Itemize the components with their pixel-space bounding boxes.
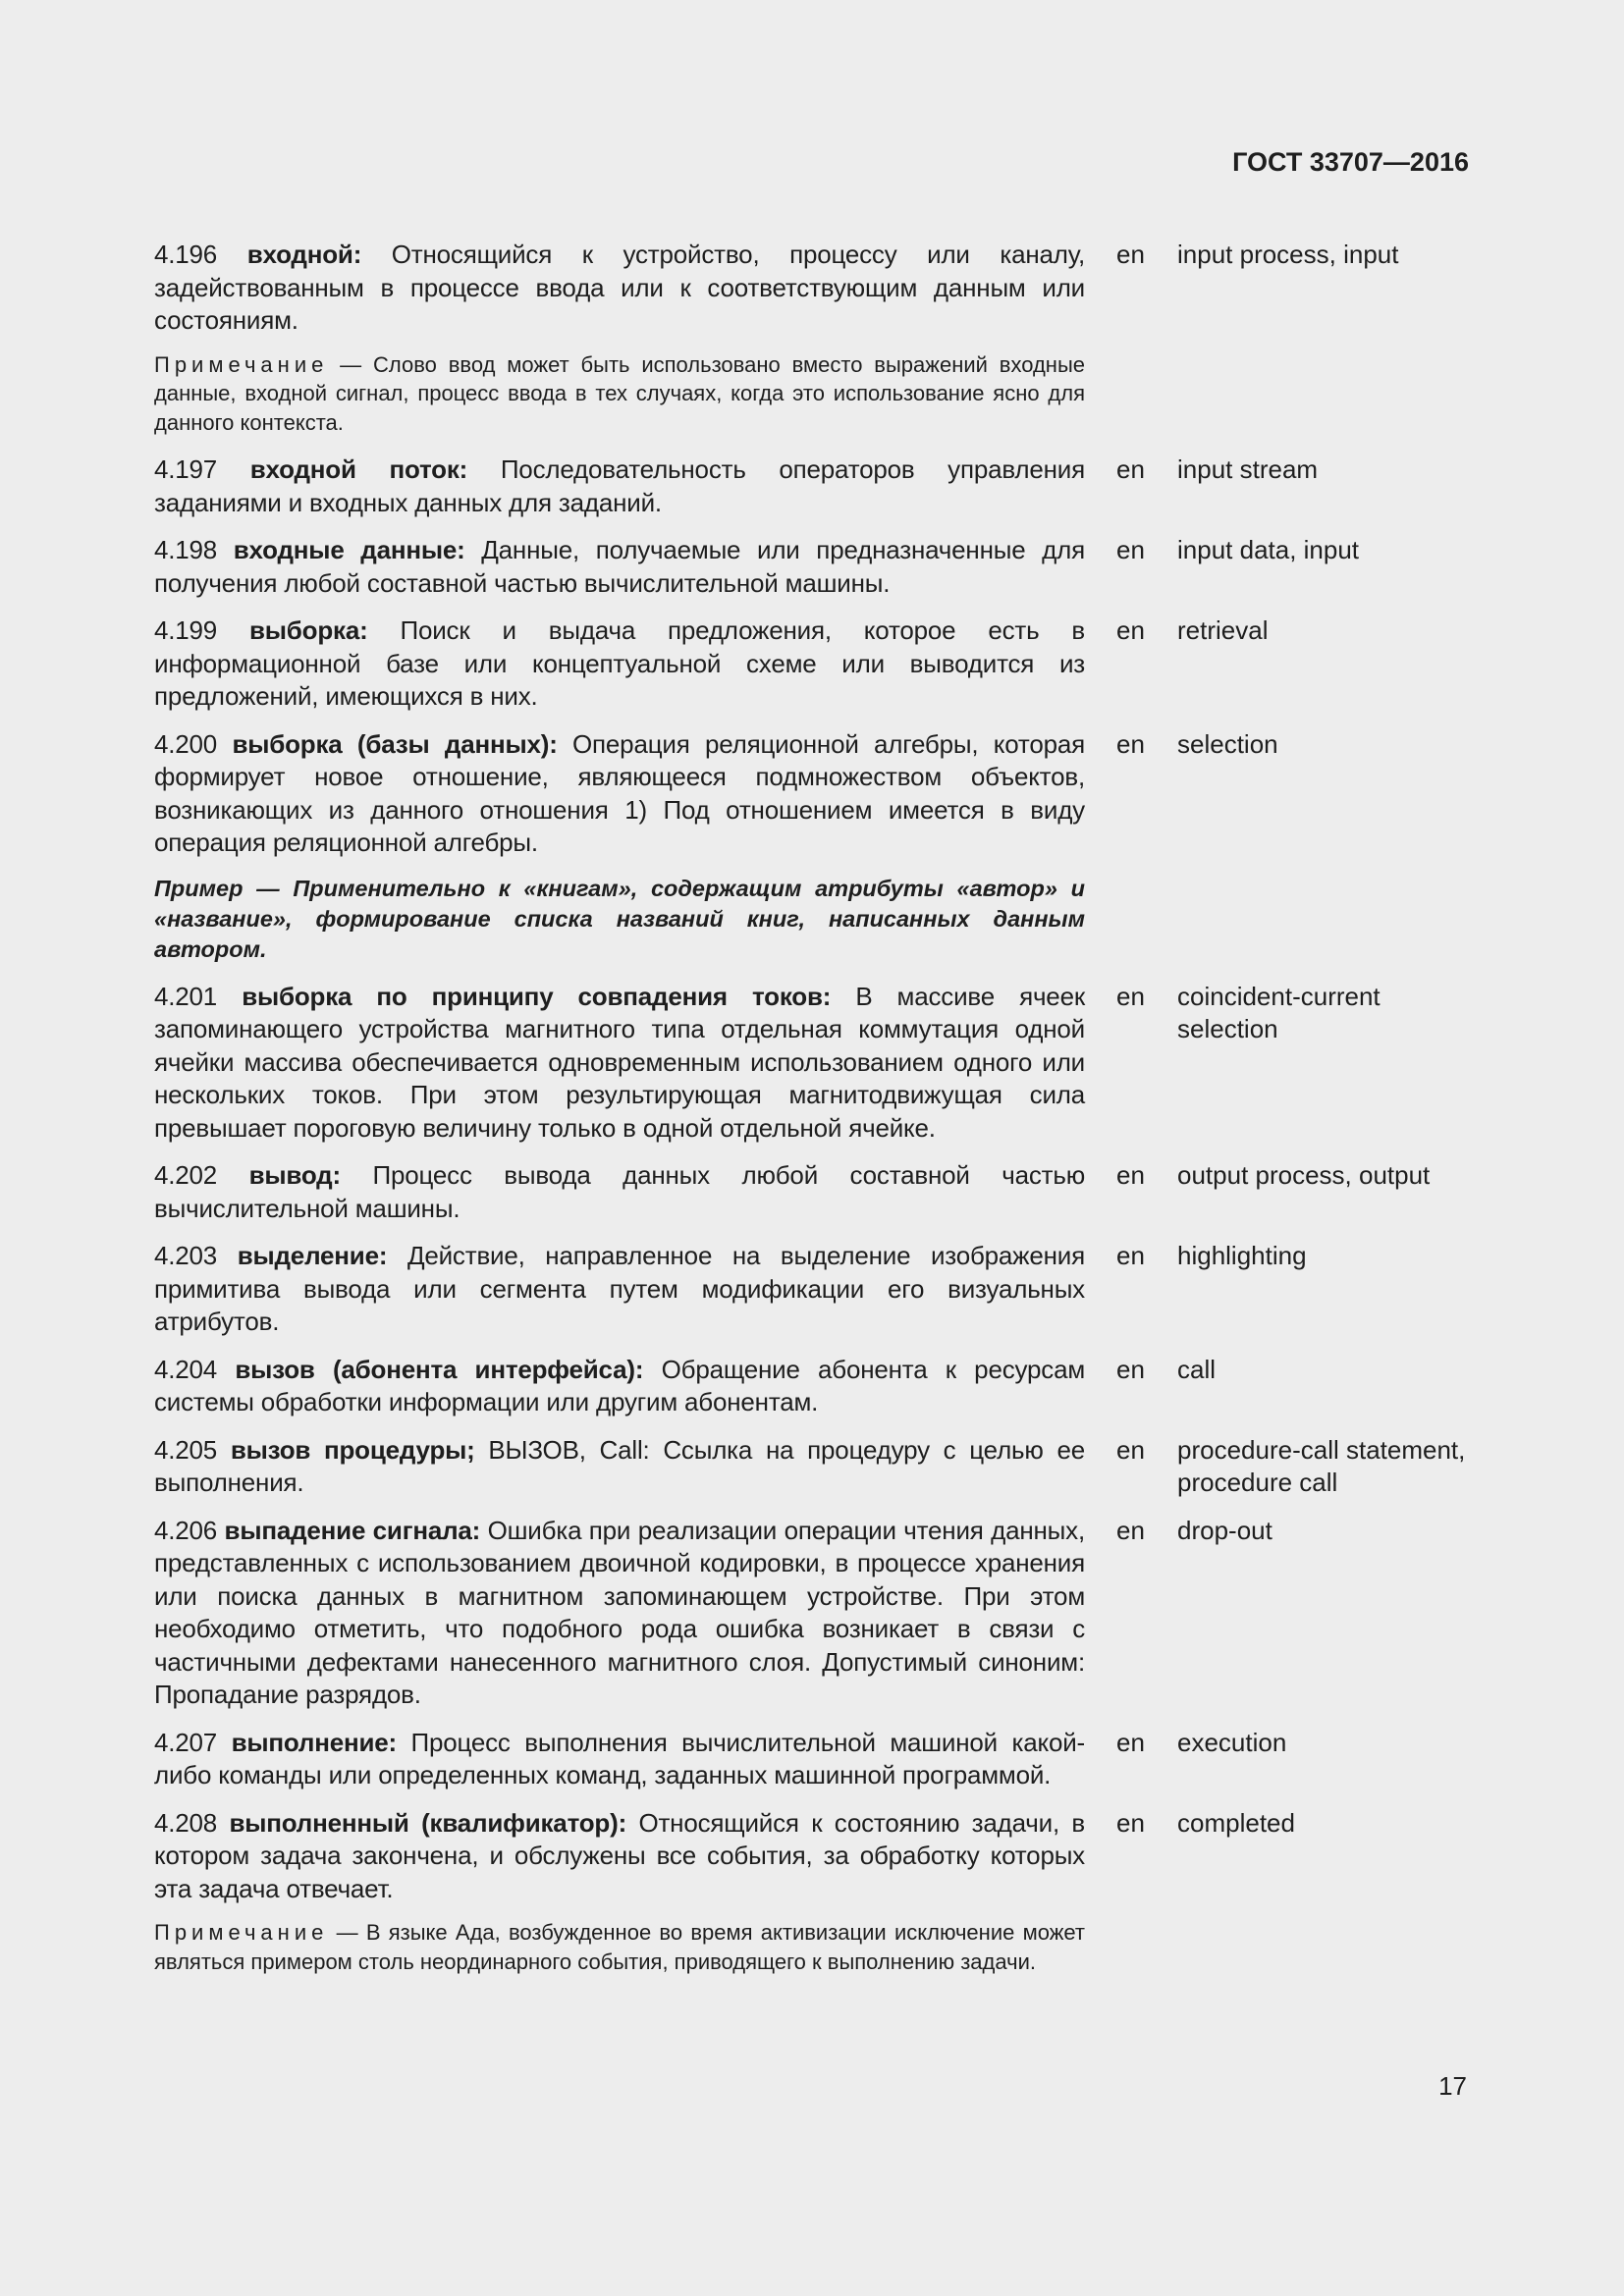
glossary-entry <box>154 1354 1480 1419</box>
english-term: input process, input <box>1177 240 1399 269</box>
entry-number: 4.208 <box>154 1807 218 1838</box>
entry-definition <box>154 728 1085 860</box>
entry-definition <box>154 1807 1085 1906</box>
entry-term: выборка: <box>249 615 368 645</box>
lang-code: en <box>1116 535 1145 564</box>
lang-code: en <box>1116 454 1145 484</box>
entry-definition <box>154 454 1085 519</box>
lang-code: en <box>1116 1727 1145 1757</box>
entry-text: Операция реляционной алгебры, которая формирует новое отношение, являющееся подмножеством объектов, возникающих из данного отношения 1) Под отношением имеется в виду операция реляционной алгебры. <box>154 728 1085 857</box>
entry-text: Данные, получаемые или предназначенные для получения любой составной частью вычислительной машины. <box>154 535 1085 598</box>
entry-definition <box>154 1434 1085 1500</box>
entry-definition <box>154 1159 1085 1225</box>
entry-number: 4.200 <box>154 728 218 759</box>
entry-definition <box>154 1354 1085 1419</box>
entry-term: выделение: <box>237 1241 388 1270</box>
entry-number: 4.198 <box>154 535 218 564</box>
entry-term: выпадение сигнала: <box>224 1515 481 1545</box>
english-term: execution <box>1177 1727 1287 1757</box>
entry-text: Относящийся к состоянию задачи, в котором задача закончена, и обслужены все события, за обработку которых эта задача отвечает. <box>154 1807 1085 1903</box>
entry-term: входной поток: <box>249 454 468 484</box>
entry-term: входные данные: <box>233 535 465 564</box>
entry-text: Процесс вывода данных любой составной частью вычислительной машины. <box>154 1160 1085 1223</box>
glossary-entry <box>154 981 1480 1146</box>
lang-code: en <box>1116 1434 1145 1465</box>
english-term: call <box>1177 1354 1217 1384</box>
entry-number: 4.207 <box>154 1727 218 1757</box>
english-term: completed <box>1177 1807 1295 1838</box>
lang-code: en <box>1116 240 1145 269</box>
entry-number: 4.204 <box>154 1354 218 1384</box>
entry-number: 4.197 <box>154 454 218 484</box>
glossary-entry <box>154 1159 1480 1225</box>
glossary-entry <box>154 1727 1480 1792</box>
english-term: procedure-call statement, procedure call <box>1177 1434 1466 1497</box>
english-term: output process, output <box>1177 1160 1431 1190</box>
entry-number: 4.205 <box>154 1434 218 1465</box>
entry-definition <box>154 981 1085 1146</box>
entry-number: 4.206 <box>154 1515 218 1545</box>
glossary-entry <box>154 1434 1480 1500</box>
english-term: retrieval <box>1177 615 1269 645</box>
entry-number: 4.199 <box>154 615 218 645</box>
entry-note <box>154 1918 1085 1976</box>
lang-code: en <box>1116 1241 1145 1270</box>
english-term: coincident-current selection <box>1177 981 1380 1043</box>
entry-text: Последовательность операторов управления заданиями и входных данных для заданий. <box>154 454 1085 517</box>
lang-code: en <box>1116 1354 1145 1384</box>
entry-number: 4.202 <box>154 1160 218 1190</box>
entry-term: вызов (абонента интерфейса): <box>235 1354 644 1384</box>
glossary-entry <box>154 614 1480 714</box>
glossary-entry <box>154 1240 1480 1339</box>
entry-term: выполненный (квалификатор): <box>229 1807 627 1838</box>
entry-term: выборка (базы данных): <box>232 728 558 759</box>
entry-term: выборка по принципу совпадения токов: <box>242 981 832 1011</box>
glossary-entry <box>154 454 1480 519</box>
english-term: input stream <box>1177 454 1319 484</box>
glossary-entry <box>154 534 1480 600</box>
lang-code: en <box>1116 615 1145 645</box>
entry-text: Ошибка при реализации операции чтения данных, представленных с использованием двоичной кодировки, в процессе хранения или поиска данных в магнитном запоминающем устройстве. При этом необходимо отметить, что подобного рода ошибка возникает в связи с частичными дефектами нанесенного магнитного слоя. Допустимый синоним: Пропадание разрядов. <box>154 1515 1085 1709</box>
glossary-content <box>154 239 1480 1993</box>
entry-definition <box>154 1727 1085 1792</box>
lang-code: en <box>1116 1807 1145 1838</box>
lang-code: en <box>1116 1515 1145 1545</box>
entry-text: Обращение абонента к ресурсам системы обработки информации или другим абонентам. <box>154 1354 1086 1416</box>
entry-text: Поиск и выдача предложения, которое есть в информационной базе или концептуальной схеме или выводится из предложений, имеющихся в них. <box>154 615 1085 711</box>
glossary-entry <box>154 728 1480 860</box>
entry-text: ВЫЗОВ, Call: Ссылка на процедуру с целью ее выполнения. <box>154 1434 1085 1497</box>
entry-definition <box>154 1240 1085 1339</box>
entry-text: Процесс выполнения вычислительной машиной какой-либо команды или определенных команд, заданных машинной программой. <box>154 1727 1085 1789</box>
lang-code: en <box>1116 1160 1145 1190</box>
page-number: 17 <box>1438 2071 1467 2101</box>
entry-term: входной: <box>246 240 362 269</box>
entry-number: 4.196 <box>154 240 218 269</box>
document-header: ГОСТ 33707—2016 <box>1232 147 1469 177</box>
english-term: selection <box>1177 728 1278 759</box>
entry-term: вызов процедуры; <box>230 1434 475 1465</box>
note-text: — В языке Ада, возбужденное во время активизации исключение может являться примером столь неординарного события, приводящего к выполнению задачи. <box>154 1920 1085 1974</box>
glossary-entry <box>154 239 1480 338</box>
entry-term: вывод: <box>248 1160 341 1190</box>
entry-text: Относящийся к устройство, процессу или каналу, задействованным в процессе ввода или к соответствующим данным или состояниям. <box>154 240 1085 335</box>
entry-note <box>154 350 1085 438</box>
entry-text: В массиве ячеек запоминающего устройства магнитного типа отдельная коммутация одной ячейки массива обеспечивается одновременным использованием одного или нескольких токов. При этом результирующая магнитодвижущая сила превышает пороговую величину только в одной отдельной ячейке. <box>154 981 1086 1143</box>
entry-definition <box>154 614 1085 714</box>
note-text: — Слово ввод может быть использовано вместо выражений входные данные, входной сигнал, процесс ввода в тех случаях, когда это использование ясно для данного контекста. <box>154 351 1085 435</box>
lang-code: en <box>1116 981 1145 1011</box>
entry-definition <box>154 1515 1085 1712</box>
entry-definition <box>154 239 1085 338</box>
english-term: input data, input <box>1177 535 1360 564</box>
entry-example: Пример — Применительно к «книгам», содержащим атрибуты «автор» и «название», формирование списка названий книг, написанных данным автором. <box>154 875 1085 962</box>
glossary-entry <box>154 1515 1480 1712</box>
entry-number: 4.203 <box>154 1241 218 1270</box>
entry-text: Действие, направленное на выделение изображения примитива вывода или сегмента путем модификации его визуальных атрибутов. <box>154 1241 1085 1336</box>
note-label: Примечание <box>154 351 329 377</box>
entry-term: выполнение: <box>231 1727 397 1757</box>
glossary-entry <box>154 1807 1480 1906</box>
english-term: drop-out <box>1177 1515 1272 1545</box>
entry-number: 4.201 <box>154 981 218 1011</box>
english-term: highlighting <box>1177 1241 1307 1270</box>
lang-code: en <box>1116 728 1145 759</box>
note-label: Примечание <box>154 1920 329 1945</box>
entry-definition <box>154 534 1085 600</box>
